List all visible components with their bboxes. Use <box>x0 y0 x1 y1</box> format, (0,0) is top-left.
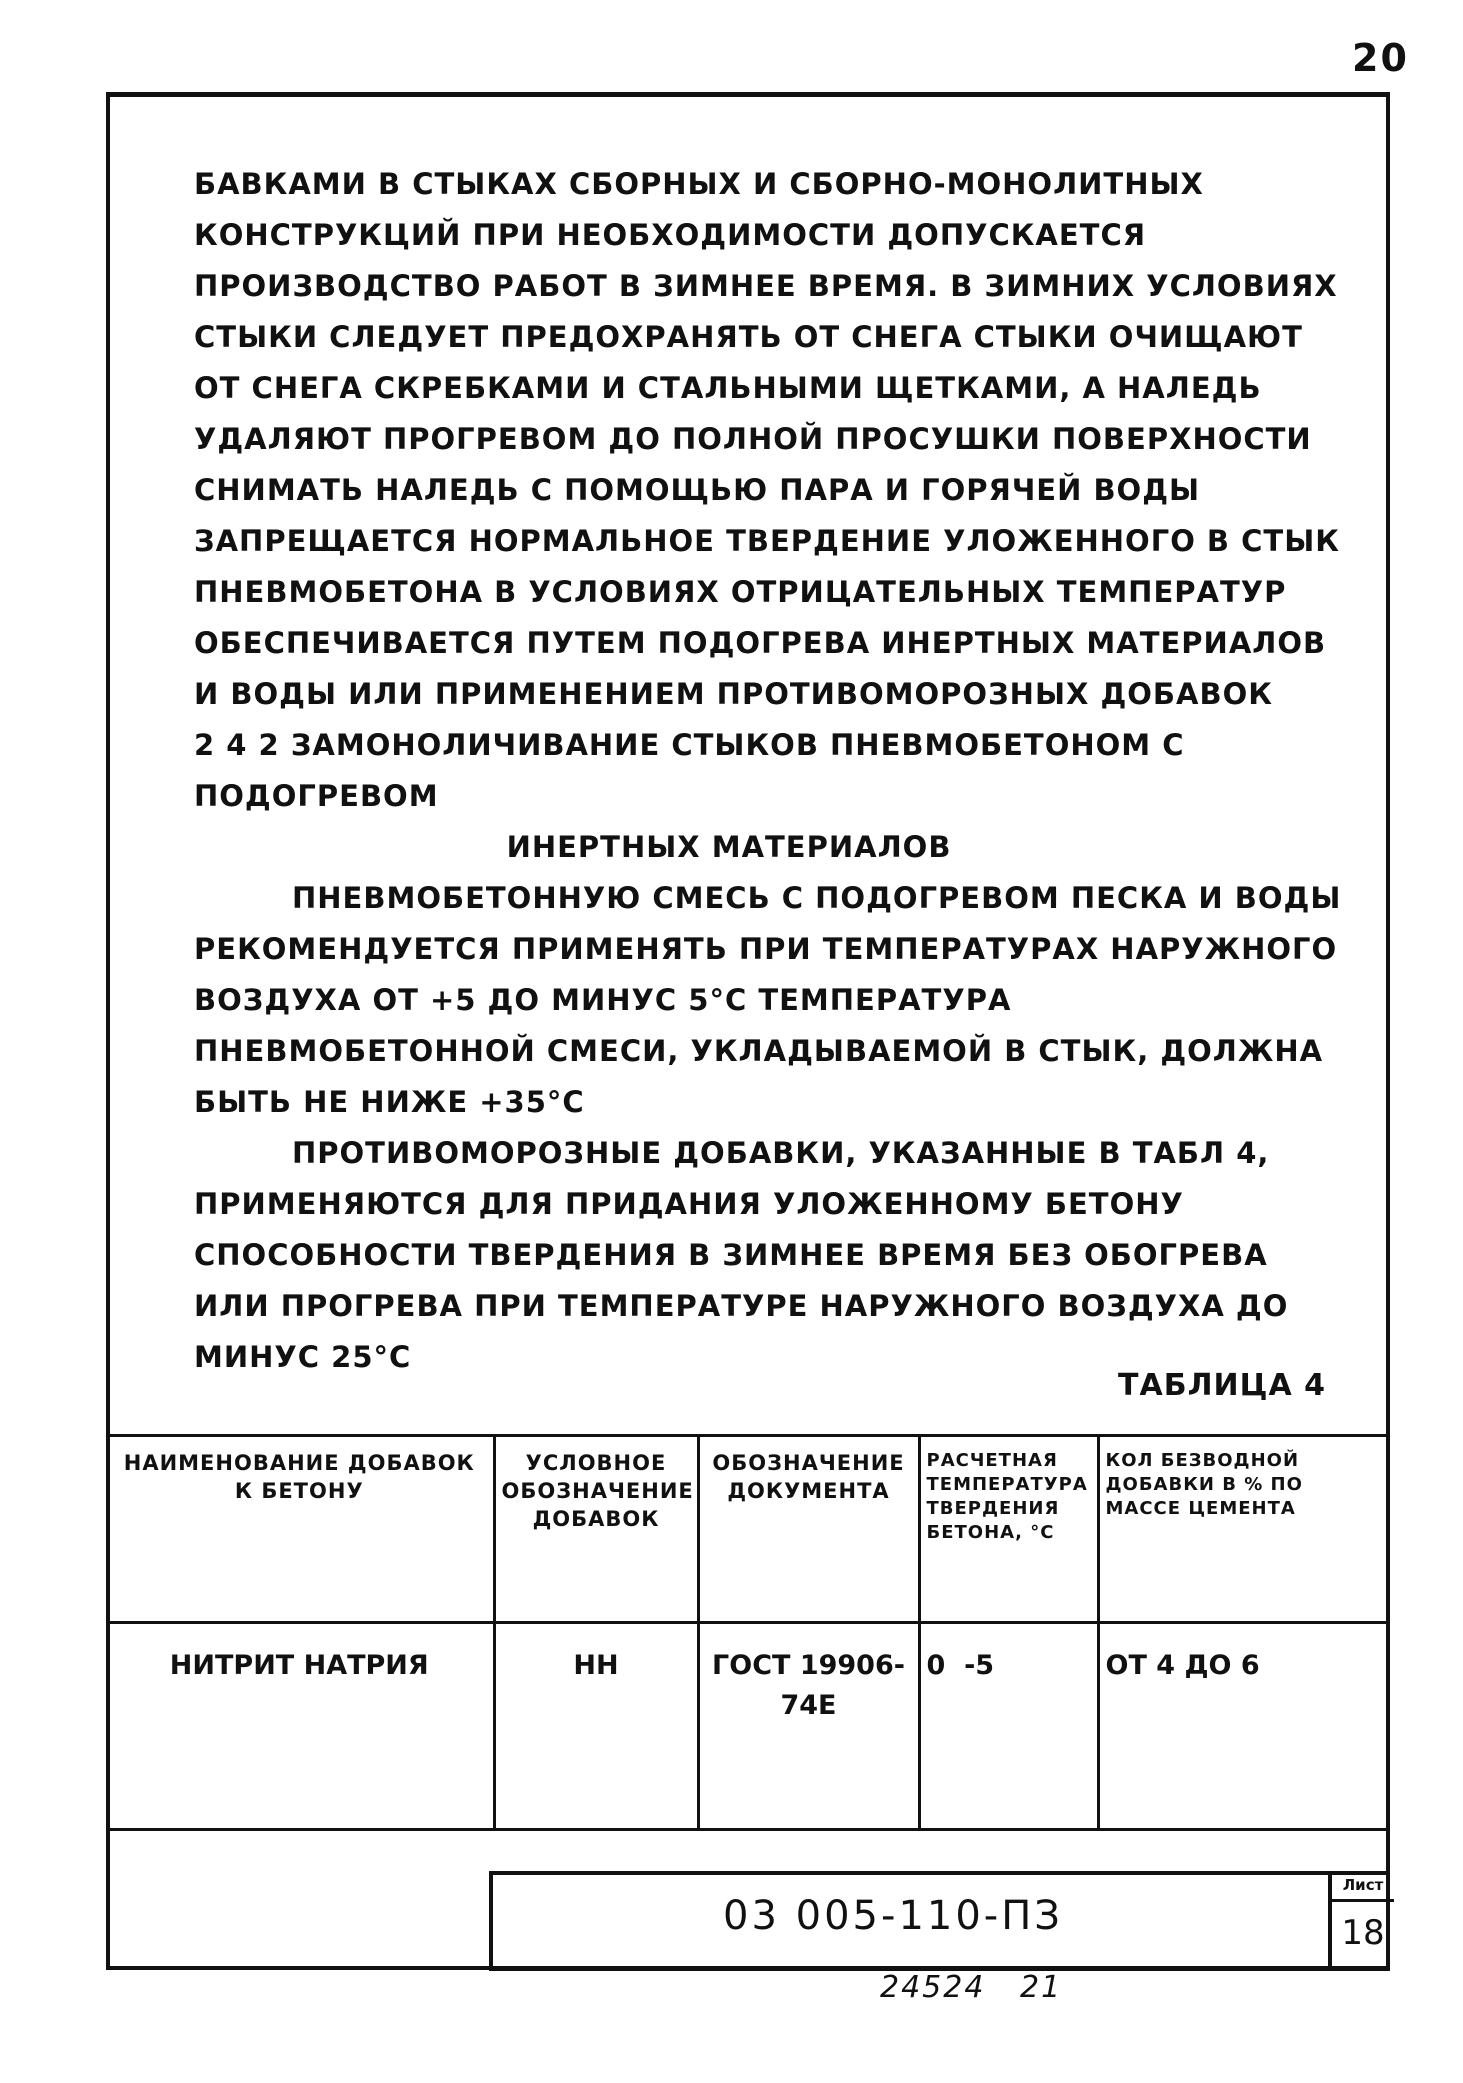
document-code: 03 005-110-ПЗ <box>723 1893 1063 1939</box>
header-additive-amount: КОЛ БЕЗВОДНОЙ ДОБАВКИ В % ПО МАССЕ ЦЕМЕНТА <box>1098 1436 1390 1623</box>
header-document: ОБОЗНАЧЕНИЕ ДОКУМЕНТА <box>698 1436 919 1623</box>
cell-calc-temperature: 0 -5 <box>919 1623 1098 1830</box>
cell-symbol: НН <box>494 1623 698 1830</box>
cell-document: ГОСТ 19906-74Е <box>698 1623 919 1830</box>
cell-additive-amount: ОТ 4 ДО 6 <box>1098 1623 1390 1830</box>
sheet-label: Лист <box>1332 1871 1394 1902</box>
header-symbol: УСЛОВНОЕ ОБОЗНАЧЕНИЕ ДОБАВОК <box>494 1436 698 1623</box>
section-heading: 2 4 2 ЗАМОНОЛИЧИВАНИЕ СТЫКОВ ПНЕВМОБЕТОНОМ С ПОДОГРЕВОМ <box>194 728 1185 813</box>
cell-additive-name: НИТРИТ НАТРИЯ <box>106 1623 494 1830</box>
paragraph-2: ПНЕВМОБЕТОННУЮ СМЕСЬ С ПОДОГРЕВОМ ПЕСКА И ВОДЫ РЕКОМЕНДУЕТСЯ ПРИМЕНЯТЬ ПРИ ТЕМПЕРАТУРАХ НАРУЖНОГО ВОЗДУХА ОТ +5 ДО МИНУС 5°С ТЕМПЕРАТУРА ПНЕВМОБЕТОННОЙ СМЕСИ, УКЛАДЫВАЕМОЙ В СТЫК, ДОЛЖНА БЫТЬ НЕ НИЖЕ +35°С <box>194 881 1342 1119</box>
table-caption: ТАБЛИЦА 4 <box>1118 1368 1326 1403</box>
sheet-number: 18 <box>1341 1913 1385 1953</box>
page-number: 20 <box>1352 36 1409 80</box>
extra-number: 21 <box>1020 1970 1063 2005</box>
header-calc-temperature: РАСЧЕТНАЯ ТЕМПЕРАТУРА ТВЕРДЕНИЯ БЕТОНА, °С <box>919 1436 1098 1623</box>
paragraph-1: БАВКАМИ В СТЫКАХ СБОРНЫХ И СБОРНО-МОНОЛИТНЫХ КОНСТРУКЦИЙ ПРИ НЕОБХОДИМОСТИ ДОПУСКАЕТСЯ ПРОИЗВОДСТВО РАБОТ В ЗИМНЕЕ ВРЕМЯ. В ЗИМНИХ УСЛОВИЯХ СТЫКИ СЛЕДУЕТ ПРЕДОХРАНЯТЬ ОТ СНЕГА СТЫКИ ОЧИЩАЮТ ОТ СНЕГА СКРЕБКАМИ И СТАЛЬНЫМИ ЩЕТКАМИ, А НАЛЕДЬ УДАЛЯЮТ ПРОГРЕВОМ ДО ПОЛНОЙ ПРОСУШКИ ПОВЕРХНОСТИ СНИМАТЬ НАЛЕДЬ С ПОМОЩЬЮ ПАРА И ГОРЯЧЕЙ ВОДЫ ЗАПРЕЩАЕТСЯ НОРМАЛЬНОЕ ТВЕРДЕНИЕ УЛОЖЕННОГО В СТЫК ПНЕВМОБЕТОНА В УСЛОВИЯХ ОТРИЦАТЕЛЬНЫХ ТЕМПЕРАТУР ОБЕСПЕЧИВАЕТСЯ ПУТЕМ ПОДОГРЕВА ИНЕРТНЫХ МАТЕРИАЛОВ И ВОДЫ ИЛИ ПРИМЕНЕНИЕМ ПРОТИВОМОРОЗНЫХ ДОБАВОК <box>194 167 1340 711</box>
drawing-frame <box>106 92 1390 1970</box>
additives-table <box>106 1434 1390 1831</box>
sheet-box <box>1328 1871 1394 1971</box>
section-heading-continued: ИНЕРТНЫХ МАТЕРИАЛОВ <box>506 830 952 864</box>
footer-numbers <box>880 1970 1062 2005</box>
title-block-stamp <box>489 1871 1390 1971</box>
table-header-row <box>106 1436 1390 1623</box>
paragraph-3: ПРОТИВОМОРОЗНЫЕ ДОБАВКИ, УКАЗАННЫЕ В ТАБЛ 4, ПРИМЕНЯЮТСЯ ДЛЯ ПРИДАНИЯ УЛОЖЕННОМУ БЕТОНУ СПОСОБНОСТИ ТВЕРДЕНИЯ В ЗИМНЕЕ ВРЕМЯ БЕЗ ОБОГРЕВА ИЛИ ПРОГРЕВА ПРИ ТЕМПЕРАТУРЕ НАРУЖНОГО ВОЗДУХА ДО МИНУС 25°С <box>194 1136 1289 1374</box>
archive-number: 24524 <box>880 1970 986 2005</box>
body-text <box>194 159 1344 1383</box>
header-additive-name: НАИМЕНОВАНИЕ ДОБАВОК К БЕТОНУ <box>106 1436 494 1623</box>
table-row <box>106 1623 1390 1830</box>
